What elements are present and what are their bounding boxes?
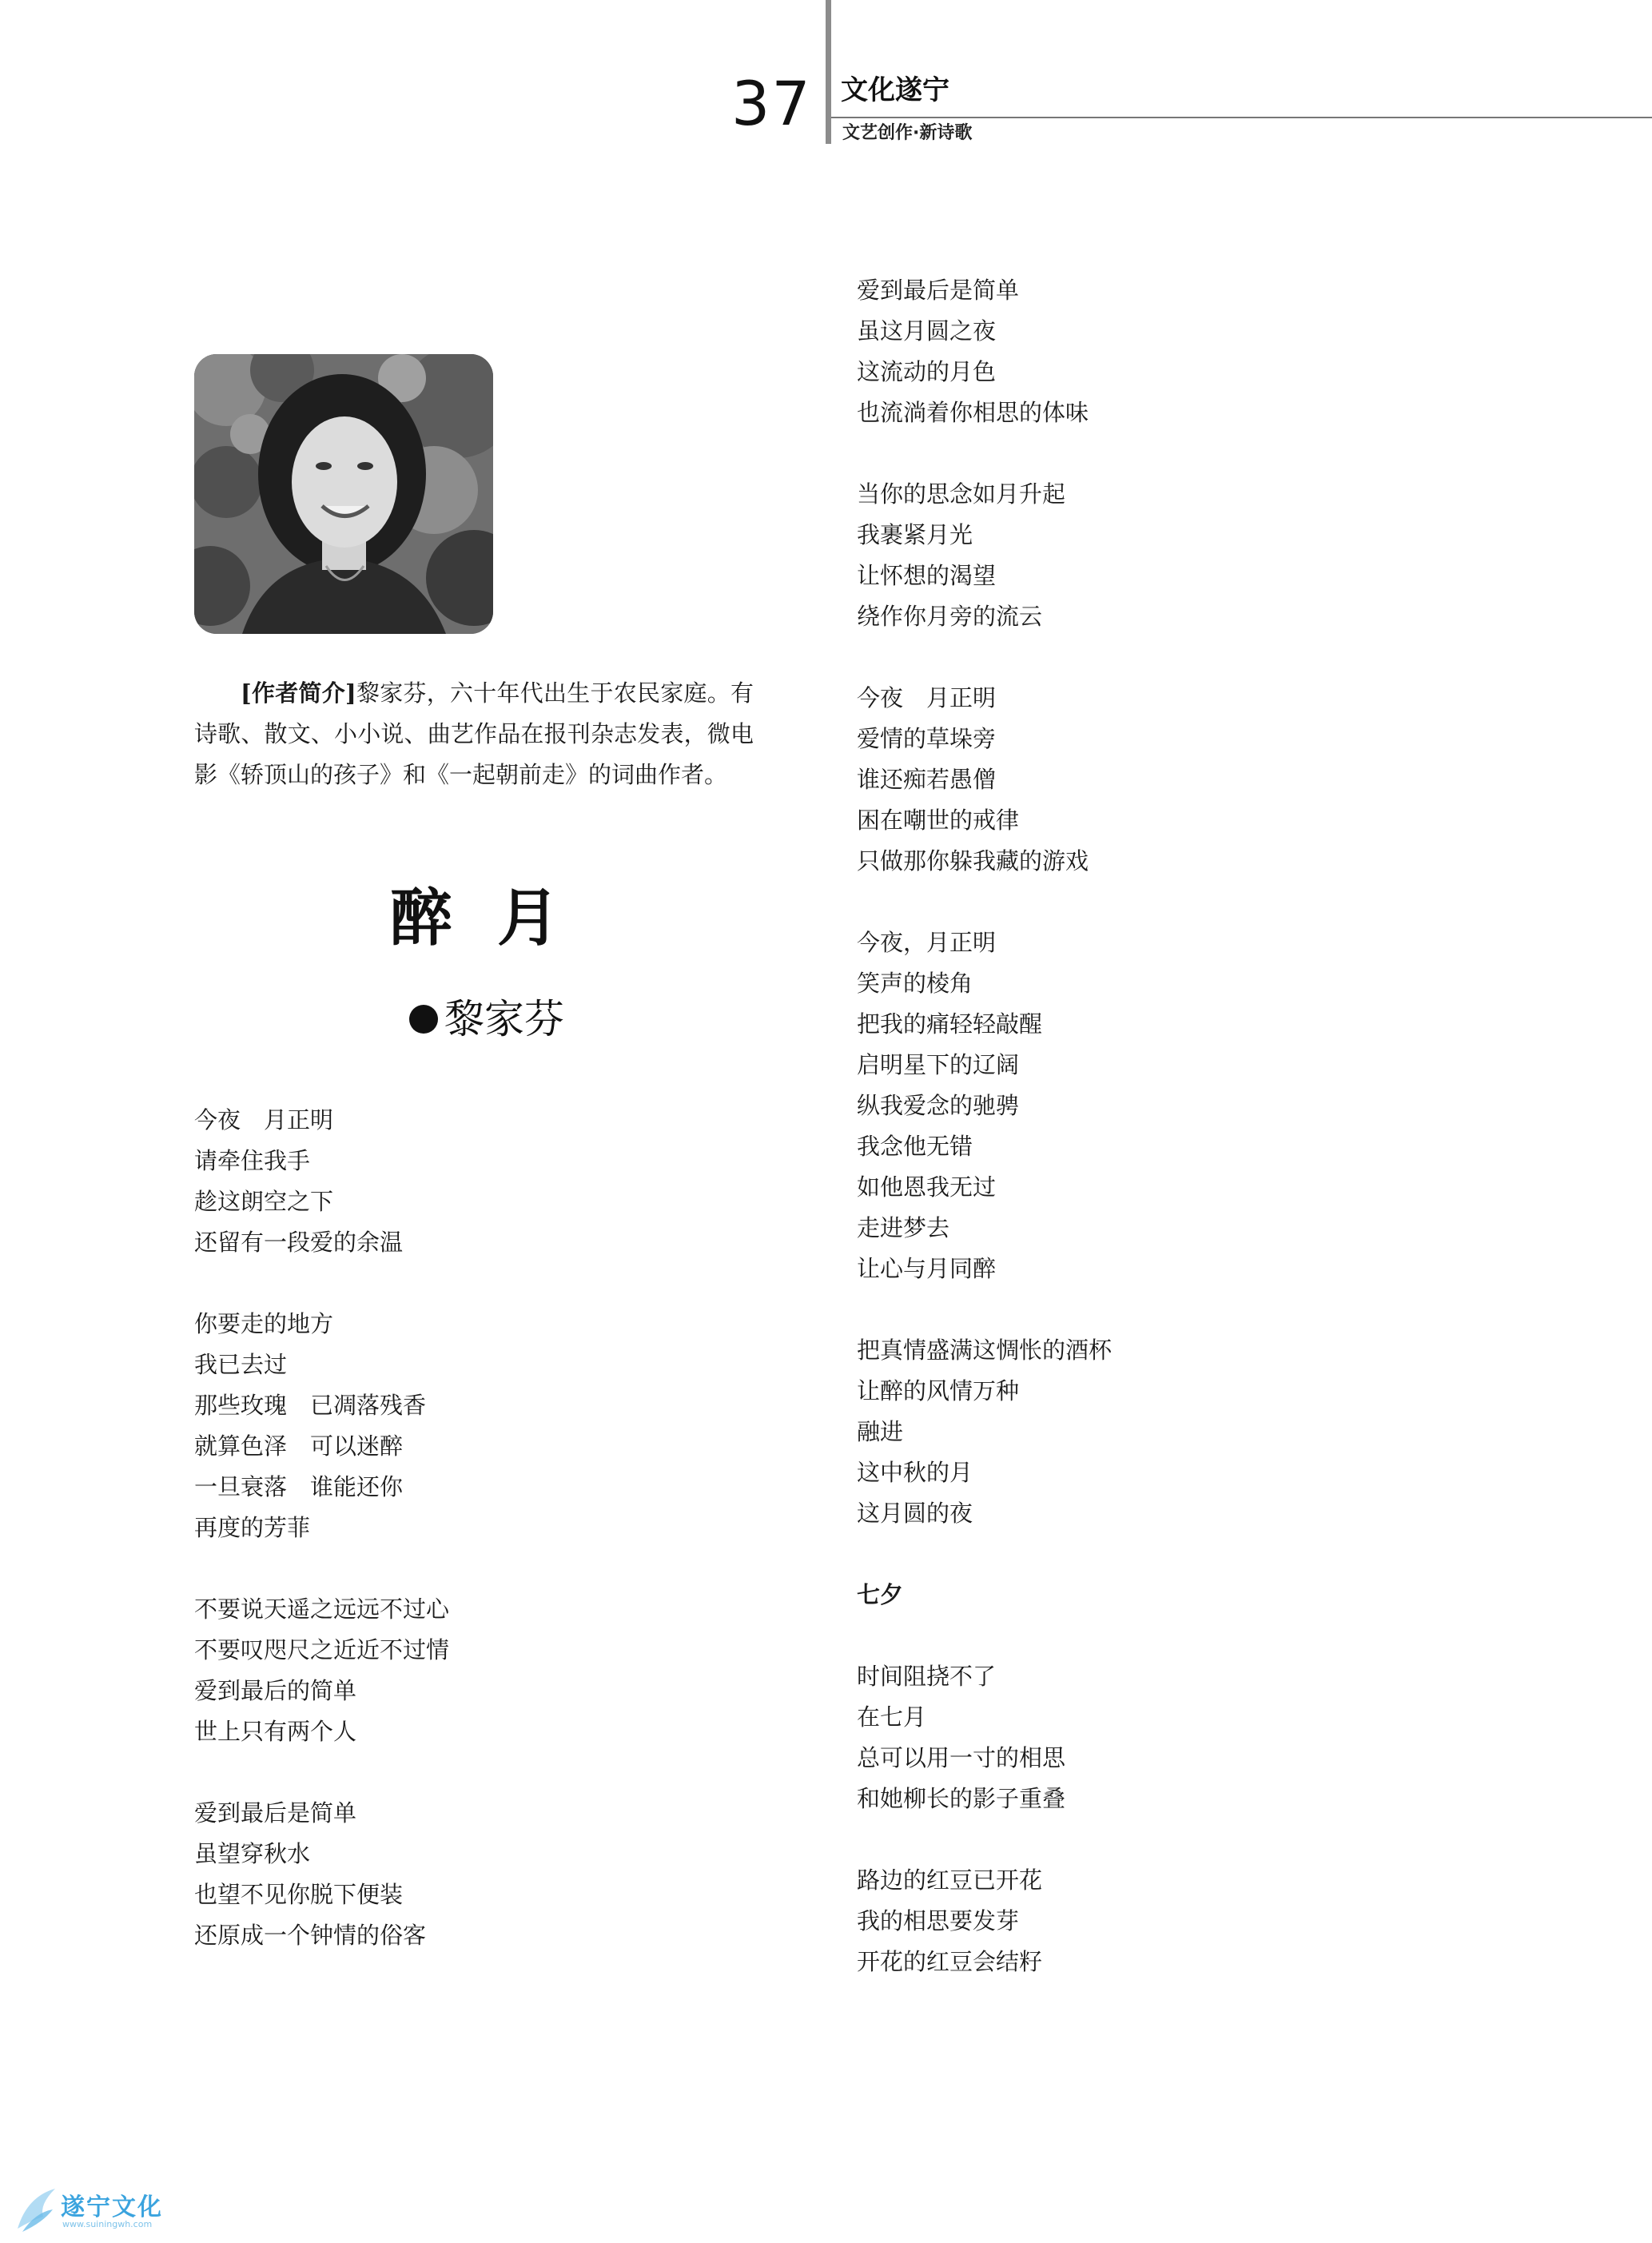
poem-line: 走进梦去 <box>857 1214 950 1241</box>
poem-line: 爱到最后是简单 <box>194 1799 357 1827</box>
poem-line: 我的相思要发芽 <box>857 1907 1020 1934</box>
second-poem-title: 七夕 <box>857 1581 904 1608</box>
poem-line: 爱情的草垛旁 <box>857 725 997 752</box>
poem-line: 世上只有两个人 <box>194 1718 357 1745</box>
poem-line: 爱到最后的简单 <box>194 1677 357 1704</box>
poem-line: 路边的红豆已开花 <box>857 1867 1043 1894</box>
poem-line: 这月圆的夜 <box>857 1500 973 1527</box>
poem-line: 融进 <box>857 1418 904 1445</box>
poem-line: 虽这月圆之夜 <box>857 317 997 345</box>
poem-line: 还留有一段爱的余温 <box>194 1229 404 1256</box>
author-bio <box>194 673 754 795</box>
bio-label: [作者简介] <box>241 679 356 707</box>
poem-stanza <box>857 270 1112 433</box>
section-subtitle: 文艺创作·新诗歌 <box>842 123 973 143</box>
poem-stanza <box>857 1656 1112 1819</box>
poem-byline <box>409 996 564 1042</box>
poem-line: 开花的红豆会结籽 <box>857 1948 1043 1975</box>
poem-line: 就算色泽 可以迷醉 <box>194 1432 404 1460</box>
poem-line: 让醉的风情万种 <box>857 1377 1020 1404</box>
poem-line: 你要走的地方 <box>194 1310 334 1337</box>
wing-icon <box>11 2181 59 2237</box>
poem-line: 爱到最后是简单 <box>857 277 1020 304</box>
poem-line: 虽望穿秋水 <box>194 1840 311 1867</box>
poem-line: 启明星下的辽阔 <box>857 1051 1020 1078</box>
poem-line: 在七月 <box>857 1703 927 1731</box>
poem-line: 趁这朗空之下 <box>194 1188 334 1215</box>
poem-line: 还原成一个钟情的俗客 <box>194 1922 427 1949</box>
poem-line: 也流淌着你相思的体味 <box>857 399 1089 426</box>
right-poem-column <box>857 270 1112 2023</box>
poem-stanza <box>194 1100 449 1263</box>
poem-line: 今夜 月正明 <box>857 684 997 711</box>
poem-line: 我念他无错 <box>857 1133 973 1160</box>
poem-line: 再度的芳菲 <box>194 1514 311 1541</box>
bio-text: 黎家芬，六十年代出生于农民家庭。有诗歌、散文、小小说、曲艺作品在报刊杂志发表，微电影《轿顶山的孩子》和《一起朝前走》的词曲作者。 <box>194 679 754 788</box>
poem-stanza <box>857 678 1112 882</box>
watermark-logo <box>11 2181 179 2237</box>
poem-stanza <box>857 1330 1112 1534</box>
poem-line: 请牵住我手 <box>194 1147 311 1174</box>
poem-line: 不要叹咫尺之近近不过情 <box>194 1636 450 1663</box>
poem-stanza <box>194 1589 449 1752</box>
watermark-url: www.suiningwh.com <box>62 2219 153 2229</box>
page-number: 37 <box>731 68 812 139</box>
header-horizontal-rule <box>831 117 1652 118</box>
poem-line: 和她柳长的影子重叠 <box>857 1785 1066 1812</box>
bullet-icon <box>409 1005 438 1034</box>
poem-line: 那些玫瑰 已凋落残香 <box>194 1392 427 1419</box>
poem-title: 醉月 <box>390 882 605 954</box>
poem-stanza <box>857 474 1112 637</box>
poem-stanza <box>857 1860 1112 1982</box>
poem-author: 黎家芬 <box>444 996 564 1042</box>
poem-line: 让心与月同醉 <box>857 1255 997 1282</box>
poem-line: 今夜，月正明 <box>857 929 997 956</box>
poem-line: 把真情盛满这惆怅的酒杯 <box>857 1337 1113 1364</box>
poem-line: 让怀想的渴望 <box>857 562 997 589</box>
poem-line: 今夜 月正明 <box>194 1106 334 1133</box>
poem-line: 我裹紧月光 <box>857 521 973 548</box>
author-photo <box>194 354 493 634</box>
poem-line: 如他恩我无过 <box>857 1173 997 1201</box>
poem-line: 这中秋的月 <box>857 1459 973 1486</box>
poem-stanza <box>857 922 1112 1289</box>
section-title: 文化遂宁 <box>841 74 949 106</box>
header-vertical-rule <box>826 0 831 144</box>
poem-line: 绕作你月旁的流云 <box>857 603 1043 630</box>
poem-line: 困在嘲世的戒律 <box>857 807 1020 834</box>
poem-line: 纵我爱念的驰骋 <box>857 1092 1020 1119</box>
watermark-text: 遂宁文化 <box>61 2193 163 2221</box>
poem-line: 不要说天遥之远远不过心 <box>194 1596 450 1623</box>
poem-line: 也望不见你脱下便装 <box>194 1881 404 1908</box>
poem-stanza <box>194 1793 449 1956</box>
poem-line: 只做那你躲我藏的游戏 <box>857 847 1089 874</box>
left-poem-column <box>194 1100 449 1997</box>
poem-line: 总可以用一寸的相思 <box>857 1744 1066 1771</box>
poem-line: 把我的痛轻轻敲醒 <box>857 1010 1043 1038</box>
poem-line: 笑声的棱角 <box>857 970 973 997</box>
poem-line: 我已去过 <box>194 1351 288 1378</box>
poem-line: 当你的思念如月升起 <box>857 480 1066 508</box>
poem-stanza <box>194 1304 449 1548</box>
poem-line: 一旦衰落 谁能还你 <box>194 1473 404 1500</box>
poem-line: 这流动的月色 <box>857 358 997 385</box>
poem-line: 时间阻挠不了 <box>857 1663 997 1690</box>
poem-line: 谁还痴若愚僧 <box>857 766 997 793</box>
